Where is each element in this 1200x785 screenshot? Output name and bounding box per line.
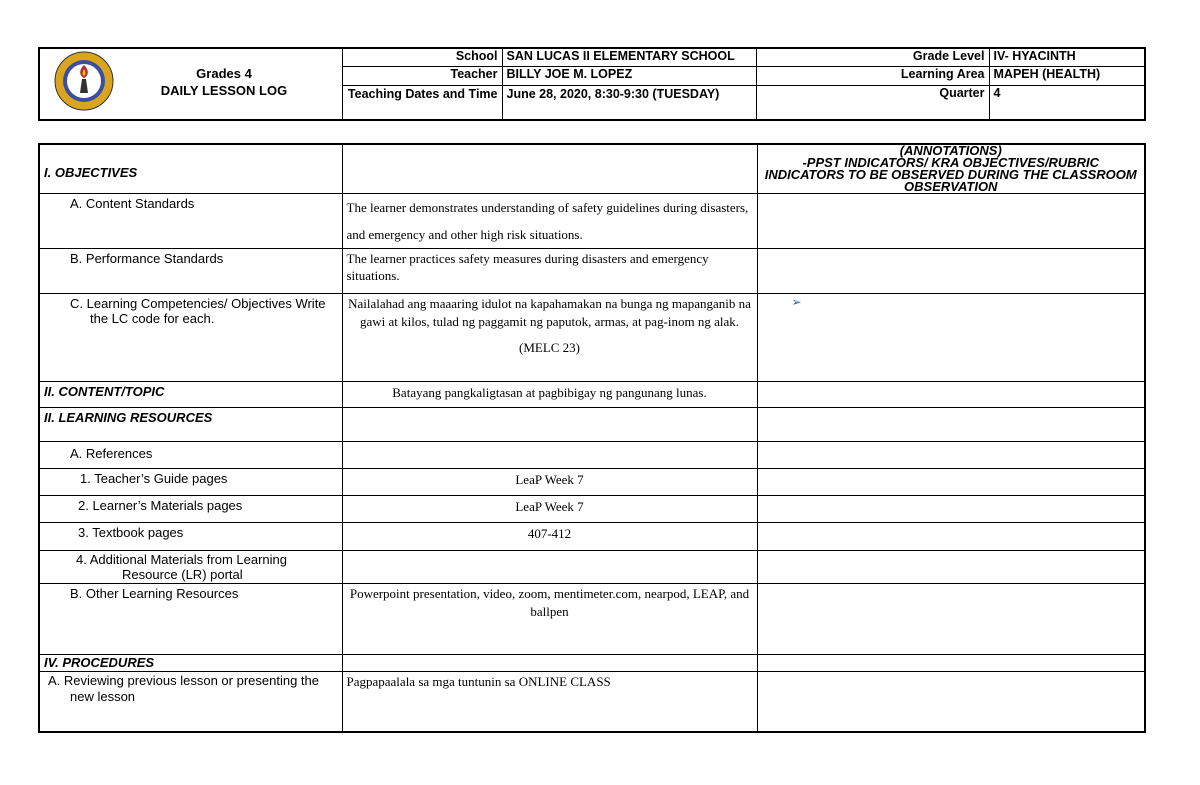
learning-competencies-cell: [342, 294, 757, 382]
reviewing-lesson-value: Pagpapaalala sa mga tuntunin sa ONLINE CLASS: [342, 672, 757, 732]
school-value: SAN LUCAS II ELEMENTARY SCHOOL: [502, 48, 756, 67]
references-value: [342, 442, 757, 469]
annotations-subtitle: -PPST INDICATORS/ KRA OBJECTIVES/RUBRIC INDICATORS TO BE OBSERVED DURING THE CLASSROOM OBSERVATION: [764, 155, 1137, 194]
references-annotation: [757, 442, 1145, 469]
learning-resources-heading: II. LEARNING RESOURCES: [39, 408, 342, 442]
additional-materials-value: [342, 551, 757, 584]
objectives-heading: I. OBJECTIVES: [39, 144, 342, 194]
learning-competencies-label: C. Learning Competencies/ Objectives Write the LC code for each.: [39, 294, 342, 382]
performance-standards-label: B. Performance Standards: [39, 249, 342, 294]
learning-area-label: Learning Area: [756, 67, 989, 86]
other-resources-value: Powerpoint presentation, video, zoom, mentimeter.com, nearpod, LEAP, and ballpen: [342, 584, 757, 655]
additional-materials-annotation: [757, 551, 1145, 584]
learning-competencies-annotation: [757, 294, 1145, 382]
header-logo-cell: [39, 48, 342, 120]
objectives-content-cell: [342, 144, 757, 194]
procedures-value: [342, 655, 757, 672]
other-resources-label: B. Other Learning Resources: [39, 584, 342, 655]
other-resources-annotation: [757, 584, 1145, 655]
melc-code: (MELC 23): [518, 340, 581, 355]
teachers-guide-value: LeaP Week 7: [342, 469, 757, 496]
learning-resources-value: [342, 408, 757, 442]
header-title-doc: DAILY LESSON LOG: [160, 83, 288, 98]
content-topic-annotation: [757, 382, 1145, 408]
textbook-label: 3. Textbook pages: [39, 523, 342, 551]
performance-standards-annotation: [757, 249, 1145, 294]
lesson-log-table: [38, 143, 1146, 733]
additional-materials-label: 4. Additional Materials from Learning Resource (LR) portal: [39, 551, 342, 584]
school-label: School: [342, 48, 502, 67]
performance-standards-value: The learner practices safety measures during disasters and emergency situations.: [342, 249, 757, 294]
learning-competencies-value: Nailalahad ang maaaring idulot na kapahamakan na bunga ng mapanganib na gawi at kilos, tulad ng paggamit ng paputok, armas, at pag-inom ng alak.: [348, 296, 751, 329]
textbook-annotation: [757, 523, 1145, 551]
procedures-annotation: [757, 655, 1145, 672]
school-seal-icon: [54, 51, 114, 111]
grade-level-value: IV- HYACINTH: [989, 48, 1145, 67]
arrow-bullet-icon: ➢: [791, 295, 802, 309]
learning-resources-annotation: [757, 408, 1145, 442]
teachers-guide-annotation: [757, 469, 1145, 496]
header-title-grade: Grades 4: [196, 66, 252, 81]
reviewing-lesson-annotation: [757, 672, 1145, 732]
content-standards-value: The learner demonstrates understanding of safety guidelines during disasters, and emergency and other high risk situations.: [342, 194, 757, 249]
learning-area-value: MAPEH (HEALTH): [989, 67, 1145, 86]
grade-level-label: Grade Level: [756, 48, 989, 67]
teachers-guide-label: 1. Teacher’s Guide pages: [39, 469, 342, 496]
quarter-value: 4: [989, 85, 1145, 120]
content-topic-heading: II. CONTENT/TOPIC: [39, 382, 342, 408]
teacher-value: BILLY JOE M. LOPEZ: [502, 67, 756, 86]
content-standards-label: A. Content Standards: [39, 194, 342, 249]
references-label: A. References: [39, 442, 342, 469]
content-topic-value: Batayang pangkaligtasan at pagbibigay ng pangunang lunas.: [342, 382, 757, 408]
learners-materials-label: 2. Learner’s Materials pages: [39, 496, 342, 523]
annotations-heading: [757, 144, 1145, 194]
learners-materials-value: LeaP Week 7: [342, 496, 757, 523]
quarter-label: Quarter: [756, 85, 989, 120]
content-standards-annotation: [757, 194, 1145, 249]
textbook-value: 407-412: [342, 523, 757, 551]
procedures-heading: IV. PROCEDURES: [39, 655, 342, 672]
annotations-title: (ANNOTATIONS): [899, 144, 1002, 158]
learners-materials-annotation: [757, 496, 1145, 523]
teacher-label: Teacher: [342, 67, 502, 86]
header-table: [38, 47, 1146, 121]
teaching-dates-value: June 28, 2020, 8:30-9:30 (TUESDAY): [502, 85, 756, 120]
teaching-dates-label: Teaching Dates and Time: [342, 85, 502, 120]
reviewing-lesson-label: A. Reviewing previous lesson or presenting the new lesson: [39, 672, 342, 732]
